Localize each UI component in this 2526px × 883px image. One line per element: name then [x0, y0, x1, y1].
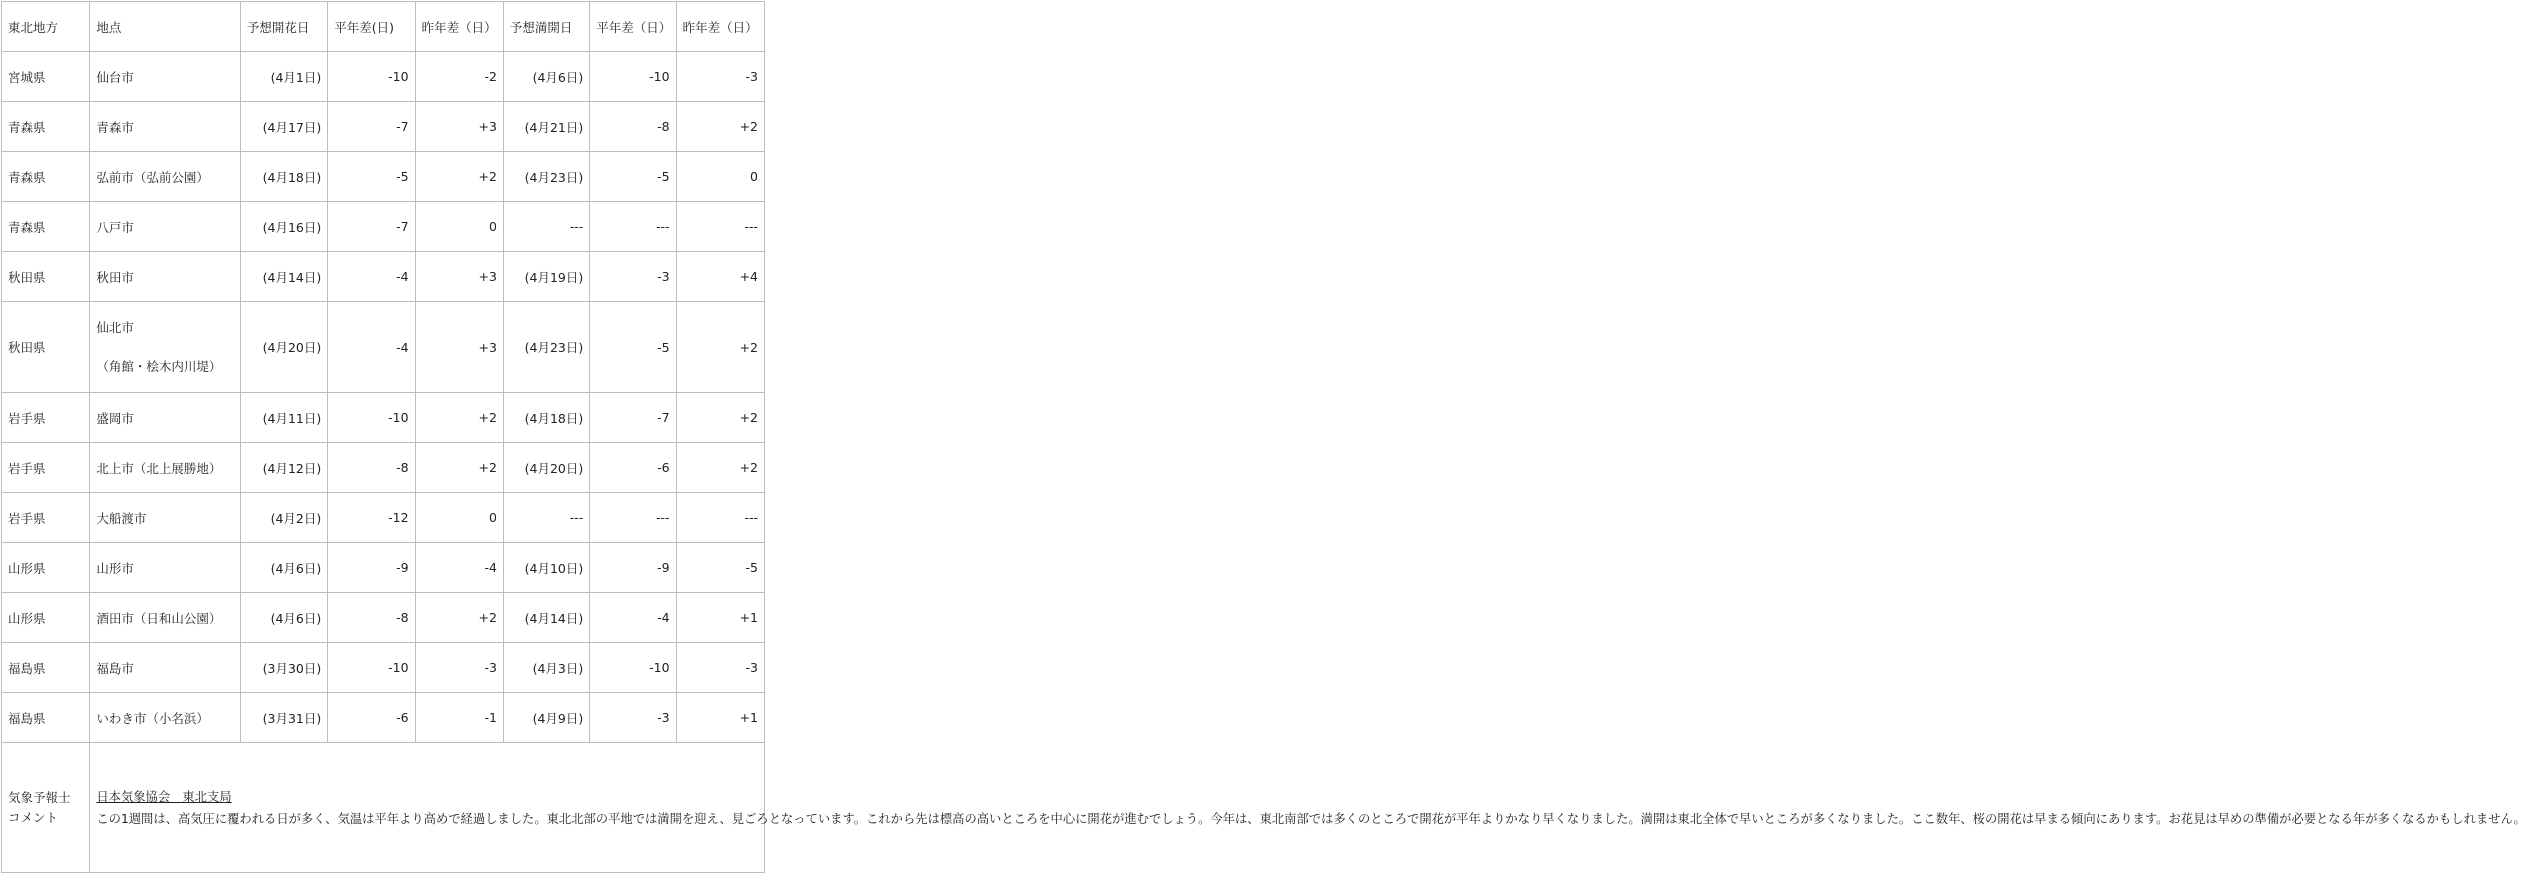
bloom-date-cell: (4月12日): [240, 443, 327, 493]
full-bloom-date-cell: (4月19日): [503, 252, 589, 302]
header-bloom-date: 予想開花日: [240, 2, 327, 52]
comment-text: この1週間は、高気圧に覆われる日が多く、気温は平年より高めで経過しました。東北北部の平地では満開を迎え、見ごろとなっています。これから先は標高の高いところを中心に開花が進むでしょう。今年は、東北南部では多くのところで開花が平年よりかなり早くなりました。満開は東北全体で早いところが多くなりました。ここ数年、桜の開花は早まる傾向にあります。お花見は早めの準備が必要となる年が多くなるかもしれません。: [96, 811, 2526, 826]
table-row: [2, 102, 765, 152]
bloom-avg-diff-cell: -5: [328, 152, 415, 202]
bloom-last-diff-cell: +2: [415, 443, 503, 493]
bloom-date-cell: (4月1日): [240, 52, 327, 102]
bloom-last-diff-cell: -2: [415, 52, 503, 102]
full-last-diff-cell: ---: [676, 493, 764, 543]
header-full-bloom-date: 予想満開日: [503, 2, 589, 52]
prefecture-cell: 青森県: [2, 152, 90, 202]
location-name: 仙北市: [96, 319, 134, 335]
bloom-date-cell: (4月17日): [240, 102, 327, 152]
full-avg-diff-cell: -3: [590, 693, 676, 743]
location-cell: [90, 302, 241, 393]
prefecture-cell: 岩手県: [2, 393, 90, 443]
full-avg-diff-cell: -9: [590, 543, 676, 593]
bloom-avg-diff-cell: -4: [328, 302, 415, 393]
header-region: 東北地方: [2, 2, 90, 52]
comment-body: [90, 743, 2526, 873]
bloom-avg-diff-cell: -6: [328, 693, 415, 743]
bloom-date-cell: (4月6日): [240, 543, 327, 593]
prefecture-cell: 青森県: [2, 202, 90, 252]
bloom-date-cell: (4月14日): [240, 252, 327, 302]
location-cell: 弘前市（弘前公園）: [90, 152, 241, 202]
full-avg-diff-cell: -4: [590, 593, 676, 643]
full-avg-diff-cell: ---: [590, 493, 676, 543]
full-last-diff-cell: ---: [676, 202, 764, 252]
bloom-avg-diff-cell: -10: [328, 643, 415, 693]
bloom-last-diff-cell: 0: [415, 493, 503, 543]
table-row: [2, 643, 765, 693]
bloom-avg-diff-cell: -8: [328, 443, 415, 493]
bloom-date-cell: (3月31日): [240, 693, 327, 743]
header-location: 地点: [90, 2, 241, 52]
header-bloom-last-diff: 昨年差（日）: [415, 2, 503, 52]
full-avg-diff-cell: -3: [590, 252, 676, 302]
full-avg-diff-cell: -10: [590, 643, 676, 693]
bloom-avg-diff-cell: -8: [328, 593, 415, 643]
full-avg-diff-cell: ---: [590, 202, 676, 252]
bloom-last-diff-cell: -1: [415, 693, 503, 743]
bloom-avg-diff-cell: -4: [328, 252, 415, 302]
table-row: [2, 52, 765, 102]
bloom-last-diff-cell: -4: [415, 543, 503, 593]
prefecture-cell: 秋田県: [2, 252, 90, 302]
full-avg-diff-cell: -6: [590, 443, 676, 493]
bloom-last-diff-cell: +2: [415, 152, 503, 202]
bloom-date-cell: (4月18日): [240, 152, 327, 202]
full-last-diff-cell: +1: [676, 693, 764, 743]
comment-row: [2, 743, 765, 873]
full-last-diff-cell: +1: [676, 593, 764, 643]
full-avg-diff-cell: -10: [590, 52, 676, 102]
table-row: [2, 152, 765, 202]
table-row: [2, 202, 765, 252]
full-last-diff-cell: +4: [676, 252, 764, 302]
bloom-avg-diff-cell: -7: [328, 202, 415, 252]
comment-organization: 日本気象協会 東北支局: [96, 789, 232, 804]
full-bloom-date-cell: ---: [503, 493, 589, 543]
full-avg-diff-cell: -8: [590, 102, 676, 152]
full-bloom-date-cell: (4月9日): [503, 693, 589, 743]
prefecture-cell: 岩手県: [2, 493, 90, 543]
bloom-date-cell: (3月30日): [240, 643, 327, 693]
table-row: [2, 252, 765, 302]
location-cell: 北上市（北上展勝地）: [90, 443, 241, 493]
location-cell: 八戸市: [90, 202, 241, 252]
full-bloom-date-cell: (4月23日): [503, 302, 589, 393]
bloom-last-diff-cell: +3: [415, 252, 503, 302]
bloom-last-diff-cell: 0: [415, 202, 503, 252]
prefecture-cell: 宮城県: [2, 52, 90, 102]
comment-label: [2, 743, 90, 873]
bloom-last-diff-cell: -3: [415, 643, 503, 693]
comment-label-line2: コメント: [8, 809, 59, 825]
location-cell: 福島市: [90, 643, 241, 693]
bloom-last-diff-cell: +2: [415, 393, 503, 443]
full-last-diff-cell: -3: [676, 52, 764, 102]
full-avg-diff-cell: -7: [590, 393, 676, 443]
bloom-date-cell: (4月11日): [240, 393, 327, 443]
header-full-avg-diff: 平年差（日）: [590, 2, 676, 52]
full-bloom-date-cell: (4月21日): [503, 102, 589, 152]
location-cell: 山形市: [90, 543, 241, 593]
prefecture-cell: 福島県: [2, 643, 90, 693]
full-last-diff-cell: +2: [676, 302, 764, 393]
bloom-avg-diff-cell: -10: [328, 393, 415, 443]
header-row: [2, 2, 765, 52]
full-bloom-date-cell: (4月18日): [503, 393, 589, 443]
full-avg-diff-cell: -5: [590, 302, 676, 393]
bloom-date-cell: (4月16日): [240, 202, 327, 252]
location-cell: 盛岡市: [90, 393, 241, 443]
full-last-diff-cell: +2: [676, 102, 764, 152]
full-last-diff-cell: +2: [676, 393, 764, 443]
prefecture-cell: 山形県: [2, 593, 90, 643]
prefecture-cell: 山形県: [2, 543, 90, 593]
location-cell: 仙台市: [90, 52, 241, 102]
table-row: [2, 693, 765, 743]
bloom-last-diff-cell: +2: [415, 593, 503, 643]
full-last-diff-cell: +2: [676, 443, 764, 493]
prefecture-cell: 秋田県: [2, 302, 90, 393]
location-cell: 秋田市: [90, 252, 241, 302]
location-cell: 酒田市（日和山公園）: [90, 593, 241, 643]
bloom-avg-diff-cell: -10: [328, 52, 415, 102]
full-avg-diff-cell: -5: [590, 152, 676, 202]
comment-label-line1: 気象予報士: [8, 789, 71, 805]
full-bloom-date-cell: ---: [503, 202, 589, 252]
bloom-avg-diff-cell: -7: [328, 102, 415, 152]
full-bloom-date-cell: (4月14日): [503, 593, 589, 643]
prefecture-cell: 青森県: [2, 102, 90, 152]
full-bloom-date-cell: (4月6日): [503, 52, 589, 102]
full-last-diff-cell: -3: [676, 643, 764, 693]
location-detail: （角館・桧木内川堤）: [96, 358, 222, 374]
bloom-last-diff-cell: +3: [415, 302, 503, 393]
full-bloom-date-cell: (4月3日): [503, 643, 589, 693]
bloom-last-diff-cell: +3: [415, 102, 503, 152]
table-row: [2, 443, 765, 493]
bloom-avg-diff-cell: -12: [328, 493, 415, 543]
location-cell: 青森市: [90, 102, 241, 152]
prefecture-cell: 岩手県: [2, 443, 90, 493]
header-bloom-avg-diff: 平年差(日): [328, 2, 415, 52]
full-last-diff-cell: -5: [676, 543, 764, 593]
full-last-diff-cell: 0: [676, 152, 764, 202]
location-cell: 大船渡市: [90, 493, 241, 543]
table-row: [2, 493, 765, 543]
sakura-forecast-table: [1, 1, 2526, 873]
table-row: [2, 593, 765, 643]
bloom-date-cell: (4月2日): [240, 493, 327, 543]
header-full-last-diff: 昨年差（日）: [676, 2, 764, 52]
full-bloom-date-cell: (4月20日): [503, 443, 589, 493]
bloom-date-cell: (4月6日): [240, 593, 327, 643]
full-bloom-date-cell: (4月23日): [503, 152, 589, 202]
bloom-date-cell: (4月20日): [240, 302, 327, 393]
prefecture-cell: 福島県: [2, 693, 90, 743]
full-bloom-date-cell: (4月10日): [503, 543, 589, 593]
table-row: [2, 393, 765, 443]
location-cell: いわき市（小名浜）: [90, 693, 241, 743]
table-row: [2, 302, 765, 393]
table-row: [2, 543, 765, 593]
bloom-avg-diff-cell: -9: [328, 543, 415, 593]
